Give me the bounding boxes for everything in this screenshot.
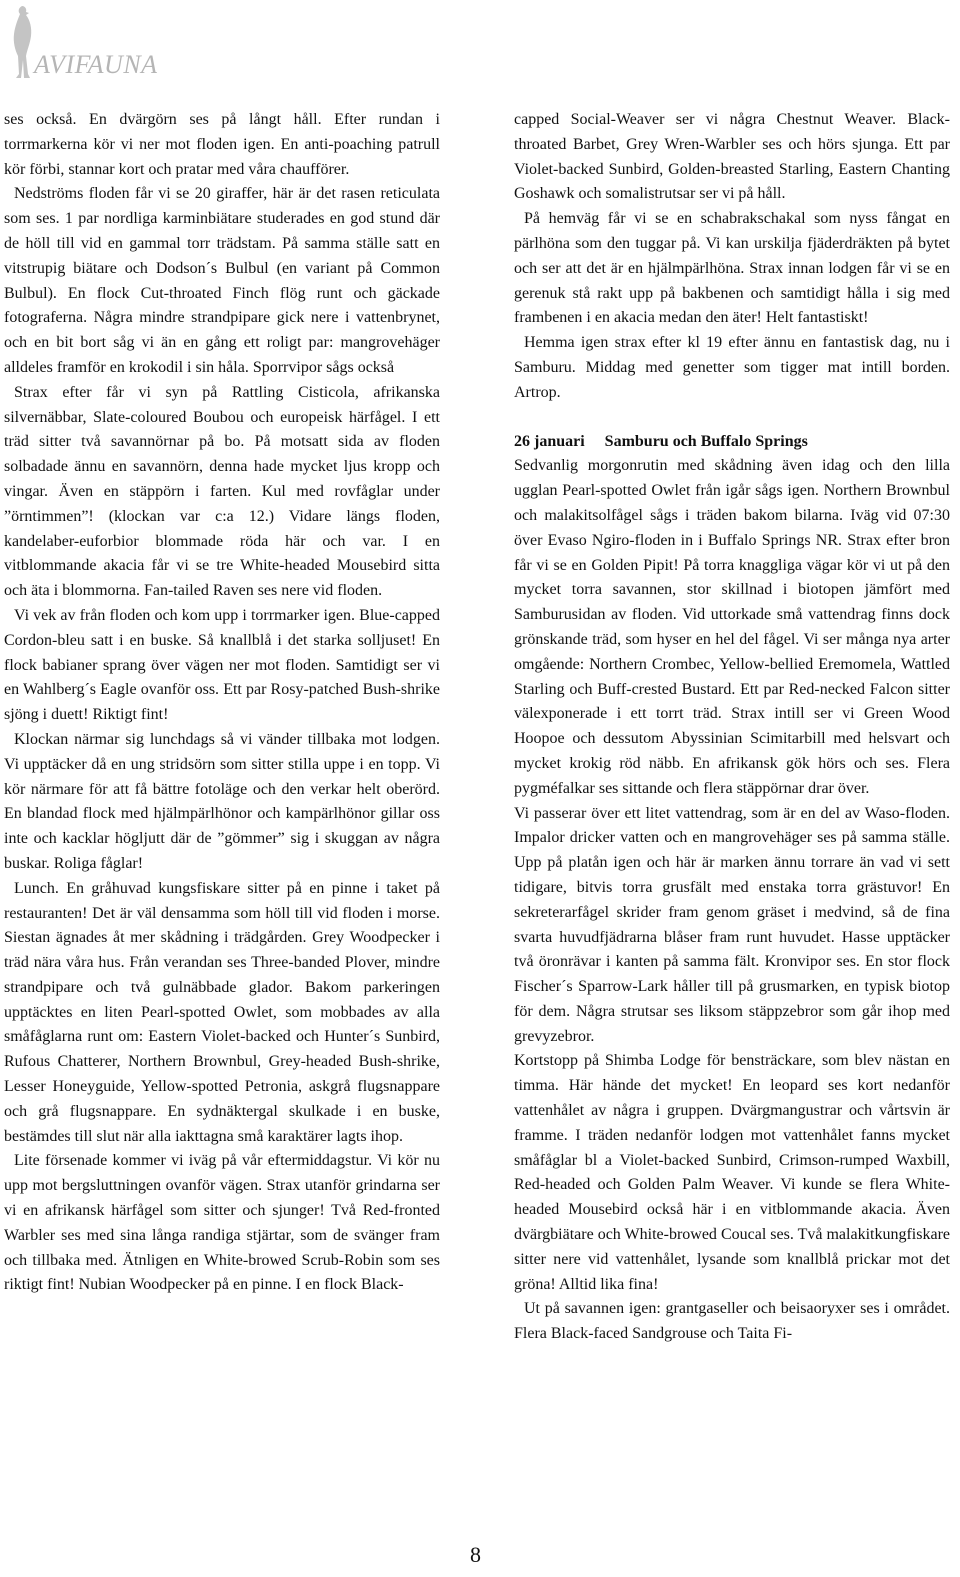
day-heading-title: Samburu och Buffalo Springs: [604, 432, 808, 450]
page-number: 8: [470, 1542, 481, 1567]
paragraph: Vi passerar över ett litet vattendrag, som är en del av Waso-floden. Impalor dricker vatten och en mangrovehäger ses på samma ställe. Upp på platån igen och här är marken ännu torrare än vad vi sett tidigare, bitvis torra grusfält med enstaka torra grästuvor! En sekreterarfågel skrider fram genom gräset i medvind, så de fina svarta huvudfjädrarna blåser fram runt huvudet. Hasse upptäcker två öronrävar i kanten på samma fält. Kronvipor ses. En stor flock Fischer´s Sparrow-Lark håller till på grusmarken, en typisk biotop för dem. Några strutsar ses liksom stäppzebror som går ihop med grevyzebror.: [514, 804, 950, 1045]
paragraph: Klockan närmar sig lunchdags så vi vänder tillbaka mot lodgen. Vi upptäcker då en ung stridsörn som sitter stilla uppe i en topp. Vi kör närmare för att få bättre fotoläge och den verkar helt oberörd. En blandad flock med hjälmpärlhönor och kampärlhönor gillar oss inte och kacklar högljutt där de ”gömmer” sig i skuggan av några buskar. Roliga fåglar!: [4, 730, 440, 872]
paragraph: Lite försenade kommer vi iväg på vår eftermiddagstur. Vi kör nu upp mot bergsluttningen ovanför vägen. Strax utanför grindarna ser vi en afrikansk härfågel som sitter och sjunger! Två Red-fronted Warbler ses med sina långa randiga stjärtar, som de svänger fram och tillbaka med. Ätnligen en White-browed Scrub-Robin som ses riktigt fint! Nubian Woodpecker på en pinne. I en flock Black-: [4, 1152, 440, 1294]
left-column: [4, 108, 440, 1298]
logo-text: AVIFAUNA: [34, 50, 158, 79]
paragraph: Lunch. En gråhuvad kungsfiskare sitter på en pinne i taket på restauranten! Det är väl densamma som höll till vid floden i morse. Siestan ägnades åt mer skådning i trädgården. Grey Woodpecker i träd nära våra hus. Från verandan ses Three-banded Plover, mindre strandpipare och två gulnäbbade glador. Bakom parkeringen upptäcktes en liten Pearl-spotted Owlet, som mobbades av alla småfåglarna runt om: Eastern Violet-backed och Hunter´s Sunbird, Rufous Chatterer, Northern Brownbul, Grey-headed Bush-shrike, Lesser Honeyguide, Yellow-spotted Petronia, askgrå flugsnappare och grå flugsnappare. En sydnäktergal skulkade i en buske, bestämdes till slut när alla iakttagna små karaktärer lagts ihop.: [4, 879, 440, 1145]
paragraph: capped Social-Weaver ser vi några Chestnut Weaver. Black-throated Barbet, Grey Wren-Warbler ses och hörs sjunga. Ett par Violet-backed Sunbird, Golden-breasted Starling, Eastern Chanting Goshawk och somalistrutsar ser vi på håll.: [514, 111, 950, 203]
paragraph: På hemväg får vi se en schabrakschakal som nyss fångat en pärlhöna som den tuggar på. Vi kan urskilja fjäderdräkten på bytet och ser att det är en hjälmpärlhöna. Strax innan lodgen får vi se en gerenuk stå rakt upp på bakbenen och samtidigt hålla i sig med frambenen i en akacia medan den äter! Helt fantastiskt!: [514, 210, 950, 327]
paragraph: Vi vek av från floden och kom upp i torrmarker igen. Blue-capped Cordon-bleu satt i en buske. Så knallblå i det starka solljuset! En flock babianer sprang över vägen ner mot floden. Samtidigt ser vi en Wahlberg´s Eagle ovanför oss. Ett par Rosy-patched Bush-shrike sjöng i duett! Riktigt fint!: [4, 606, 440, 724]
paragraph: Strax efter får vi syn på Rattling Cisticola, afrikanska silvernäbbar, Slate-coloured Boubou och europeisk härfågel. I ett träd sitter två savannörnar på bo. På motsatt sida av floden solbadade ännu en savannörn, denna hade mycket ljus kropp och vingar. Även en stäppörn i farten. Kul med rovfåglar under ”örntimmen”! (klockan var c:a 12.) Vidare längs floden, kandelaber-euforbior blommade röda här och var. I en vitblommande akacia får vi se tre White-headed Mousebird sitta och äta i blommorna. Fan-tailed Raven ses nere vid floden.: [4, 383, 440, 600]
paragraph: Sedvanlig morgonrutin med skådning även idag och den lilla ugglan Pearl-spotted Owlet från igår sågs igen. Northern Brownbul och malakitsolfågel sågs i träden bakom bilarna. Iväg vid 07:30 över Evaso Ngiro-floden in i Buffalo Springs NR. Strax efter bron får vi se en Golden Pipit! På torra knaggliga vägar kör vi ut på den mycket torra savannen, stor skillnad i biotopen jämfört med Samburusidan av floden. Vid uttorkade små vattendrag finns dock grönskande träd, som hyser en hel del fågel. Vi ser många nya arter omgående: Northern Crombec, Yellow-bellied Eremomela, Wattled Starling och Buff-crested Bustard. Ett par Red-necked Falcon sitter välexponerade i ett torrt träd. Strax intill ser vi Green Wood Hoopoe och dessutom Abyssinian Scimitarbill med helsvart och mycket krokig röd näbb. En afrikansk gök hörs och ses. Flera pygméfalkar ses sittande och flera stäppörnar drar över.: [514, 457, 950, 797]
right-column: [514, 108, 950, 1347]
day-heading-date: 26 januari: [514, 432, 585, 450]
paragraph: Hemma igen strax efter kl 19 efter ännu en fantastisk dag, nu i Samburu. Middag med genetter som tigger mat intill borden. Artrop.: [514, 334, 950, 401]
paragraph: Ut på savannen igen: grantgaseller och beisaoryxer ses i området. Flera Black-faced Sandgrouse och Taita Fi-: [514, 1300, 950, 1343]
paragraph: Kortstopp på Shimba Lodge för bensträckare, som blev nästan en timma. Här hände det mycket! En leopard ses kort nedanför vattenhålet av några i gruppen. Dvärgmangustrar och vårtsvin är framme. I träden nedanför lodgen mot vattenhålet fanns mycket småfåglar bl a Violet-backed Sunbird, Crimson-rumped Waxbill, Red-headed och Golden Palm Weaver. Vi kunde se flera White-headed Mousebird också här i en vitblommande akacia. Även dvärgbiätare och White-browed Coucal ses. Två malakitkungfiskare sitter nere vid vattenhålet, lysande som knallblå prickar mot det gröna! Alltid lika fina!: [514, 1052, 950, 1293]
day-heading: [514, 430, 950, 455]
paragraph: ses också. En dvärgörn ses på långt håll. Efter rundan i torrmarkerna kör vi ner mot floden igen. En anti-poaching patrull kör förbi, stannar kort och pratar med våra chaufförer.: [4, 111, 440, 178]
paragraph: Nedströms floden får vi se 20 giraffer, här är det rasen reticulata som ses. 1 par nordliga karminbiätare studerades en god stund där de höll till vid en gammal torr trädstam. På samma ställe satt en vitstrupig biätare och Dodson´s Bulbul (en variant på Common Bulbul). En flock Cut-throated Finch flög runt och gäckade fotograferna. Några mindre strandpipare gick nere i vattenbrynet, och en bit bort såg vi än en gång ett roligt par: mangrovehäger alldeles framför en krokodil i sin håla. Sporrvipor sågs också: [4, 185, 440, 376]
avifauna-logo: [6, 4, 176, 82]
